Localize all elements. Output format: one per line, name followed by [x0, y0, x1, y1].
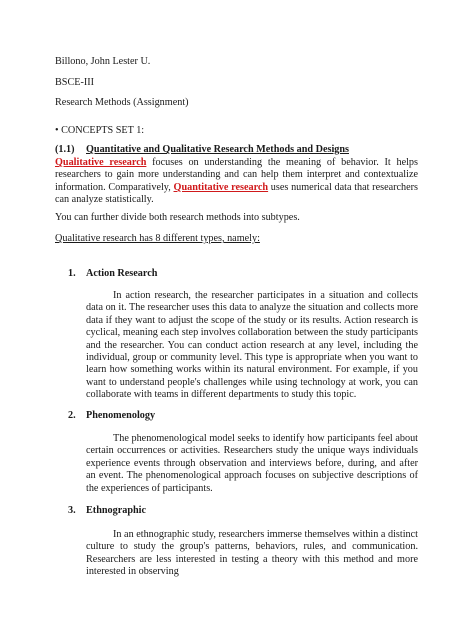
subject-label: Research Methods (Assignment): [55, 97, 189, 108]
course-label: BSCE-III: [55, 77, 95, 88]
section-number: 2.: [68, 410, 76, 421]
section-body: In an ethnographic study, researchers immerse themselves within a distinct culture to study the group's patterns, behaviors, rules, and communication. Researchers are less interested in testing a theory with this method and more interested in observing: [86, 529, 418, 578]
section-number: 1.: [68, 268, 76, 279]
concept-number: (1.1): [55, 144, 75, 155]
intro-text-2: uses numerical data that researchers can analyze statistically.: [55, 181, 418, 206]
section-number: 3.: [68, 505, 76, 516]
concept-title: Quantitative and Qualitative Research Methods and Designs: [86, 144, 349, 155]
intro-text-1: focuses on understanding the meaning of behavior. It helps researchers to gain more understanding and can help them interpret and contextualize information. Comparatively,: [55, 157, 418, 193]
section-title: Ethnographic: [86, 505, 147, 516]
author-name: Billono, John Lester U.: [55, 56, 151, 67]
section-title: Action Research: [86, 268, 158, 279]
concepts-label: • CONCEPTS SET 1:: [55, 125, 145, 136]
quantitative-term: Quantitative research: [173, 181, 269, 193]
section-body: In action research, the researcher participates in a situation and collects data on it. The researcher uses this data to analyze the situation and collects more data if they want to adjust the scope of the study or its results. Action research is cyclical, meaning each step involves collaboration between the study participants and the researcher. You can conduct action research at any level, including the individual, group or community level. This type is appropriate when you want to learn how something works within its natural environment. For example, if you want to understand people's challenges while using technology at work, you can collaborate with teams in different departments to study this topic.: [86, 290, 418, 401]
section-body: The phenomenological model seeks to identify how participants feel about certain occurrences or activities. Researchers study the unique ways individuals experience events through observation and interviews before, during, and after an event. The phenomenological approach focuses on subjective descriptions of the experiences of participants.: [86, 433, 418, 494]
intro-paragraph: [55, 157, 418, 207]
subtypes-line: You can further divide both research methods into subtypes.: [55, 212, 300, 223]
types-heading: Qualitative research has 8 different types, namely:: [55, 233, 260, 244]
section-title: Phenomenology: [86, 410, 156, 421]
qualitative-term: Qualitative research: [55, 157, 147, 168]
